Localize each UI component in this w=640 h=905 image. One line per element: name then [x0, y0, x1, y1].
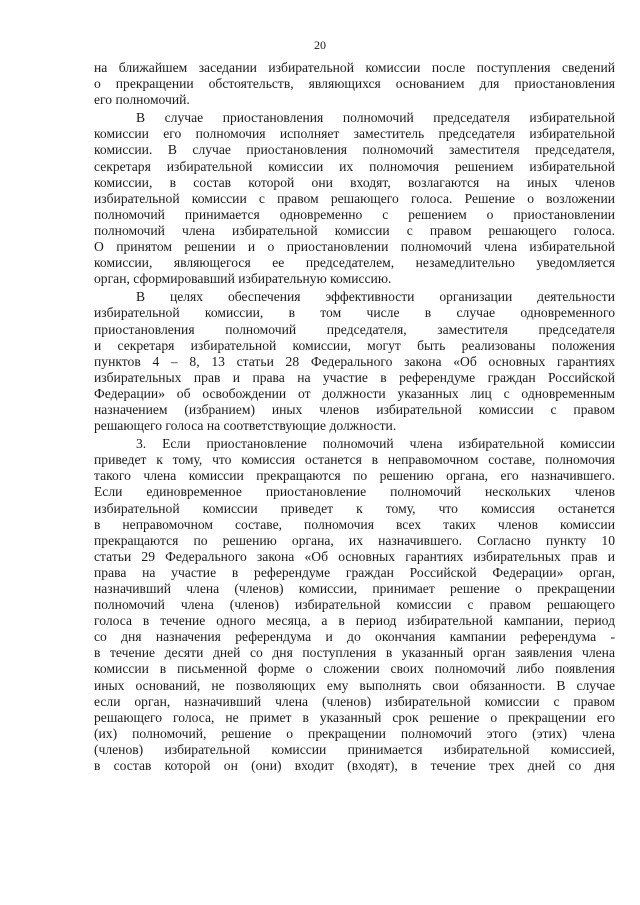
text-line: в состав которой он (они) входит (входят), в течение трех дней со дня	[94, 758, 615, 774]
text-line: (членов) избирательной комиссии принимается избирательной комиссией,	[94, 741, 615, 757]
text-line: Федерации» об освобождении от должности указанных лиц с одновременным	[94, 385, 615, 401]
text-line: назначением (избранием) иных членов избирательной комиссии с правом	[94, 401, 615, 417]
text-line: статьи 29 Федерального закона «Об основных гарантиях избирательных прав и	[94, 548, 615, 564]
text-line: приостановления полномочий председателя, заместителя председателя	[94, 321, 615, 337]
text-line: в неправомочном составе, полномочия всех таких членов комиссии	[94, 516, 615, 532]
text-line: комиссии. В случае приостановления полномочий заместителя председателя,	[94, 142, 615, 158]
text-line: назначивший члена (членов) комиссии, принимает решение о прекращении	[94, 581, 615, 596]
text-line: на ближайшем заседании избирательной комиссии после поступления сведений	[94, 60, 615, 75]
paragraph-4	[94, 436, 615, 774]
text-line: решающего голоса на соответствующие должности.	[94, 418, 397, 434]
text-line: (их) полномочий, решение о прекращении полномочий этого (этих) члена	[94, 725, 615, 741]
paragraph-3	[94, 289, 615, 434]
text-line: комиссии, в состав которой они входят, возлагаются на иных членов	[94, 174, 615, 190]
text-line: о прекращении обстоятельств, являющихся основанием для приостановления	[94, 76, 615, 92]
text-line: В случае приостановления полномочий председателя избирательной	[136, 110, 615, 126]
text-line: приведет к тому, что комиссия останется в неправомочном составе, полномочия	[94, 452, 615, 468]
text-line: комиссии, являющегося ее председателем, незамедлительно уведомляется	[94, 255, 615, 271]
text-line: комиссии его полномочия исполняет заместитель председателя избирательной	[94, 126, 615, 142]
paragraph-1	[94, 60, 615, 108]
paragraph-2	[94, 110, 615, 287]
text-line: комиссии в письменной форме о сложении своих полномочий либо появления	[94, 661, 615, 677]
text-line: прекращаются по решению органа, их назначившего. Согласно пункту 10	[94, 532, 615, 548]
text-line: со дня назначения референдума и до окончания кампании референдума -	[94, 629, 615, 645]
text-line: избирательных прав и права на участие в референдуме граждан Российской	[94, 369, 615, 385]
text-line: если орган, назначивший члена (членов) избирательной комиссии с правом	[94, 693, 615, 709]
text-line: Если единовременное приостановление полномочий нескольких членов	[94, 484, 615, 500]
text-line: и секретаря избирательной комиссии, могут быть реализованы положения	[94, 337, 615, 353]
text-line: его полномочий.	[94, 92, 190, 108]
text-line: полномочий принимается одновременно с решением о приостановлении	[94, 206, 615, 222]
text-line: права на участие в референдуме граждан Российской Федерации» орган,	[94, 564, 615, 580]
text-line: полномочий члена избирательной комиссии с правом решающего голоса.	[94, 222, 615, 238]
body-text	[94, 60, 615, 774]
text-line: решающего голоса, не примет в указанный срок решение о прекращении его	[94, 709, 615, 725]
text-line: избирательной комиссии с правом решающего голоса. Решение о возложении	[94, 190, 615, 206]
text-line: 3. Если приостановление полномочий члена избирательной комиссии	[136, 436, 615, 452]
text-line: голоса в течение одного месяца, а в период избирательной кампании, период	[94, 613, 615, 629]
text-line: полномочий члена (членов) избирательной комиссии с правом решающего	[94, 597, 615, 613]
page-number: 20	[314, 38, 326, 52]
text-line: избирательной комиссии приведет к тому, что комиссия останется	[94, 500, 615, 516]
text-line: избирательной комиссии, в том числе в случае одновременного	[94, 305, 615, 321]
text-line: секретаря избирательной комиссии их полномочия решением избирательной	[94, 158, 615, 174]
text-line: иных оснований, не позволяющих ему выполнять свои обязанности. В случае	[94, 677, 615, 693]
text-line: в течение десяти дней со дня поступления в указанный орган заявления члена	[94, 645, 615, 661]
text-line: такого члена комиссии прекращаются по решению органа, его назначившего.	[94, 468, 615, 484]
text-line: В целях обеспечения эффективности организации деятельности	[136, 289, 615, 305]
text-line: О принятом решении и о приостановлении полномочий члена избирательной	[94, 239, 615, 255]
text-line: пунктов 4 – 8, 13 статьи 28 Федерального закона «Об основных гарантиях	[94, 353, 615, 369]
text-line: орган, сформировавший избирательную комиссию.	[94, 271, 392, 287]
